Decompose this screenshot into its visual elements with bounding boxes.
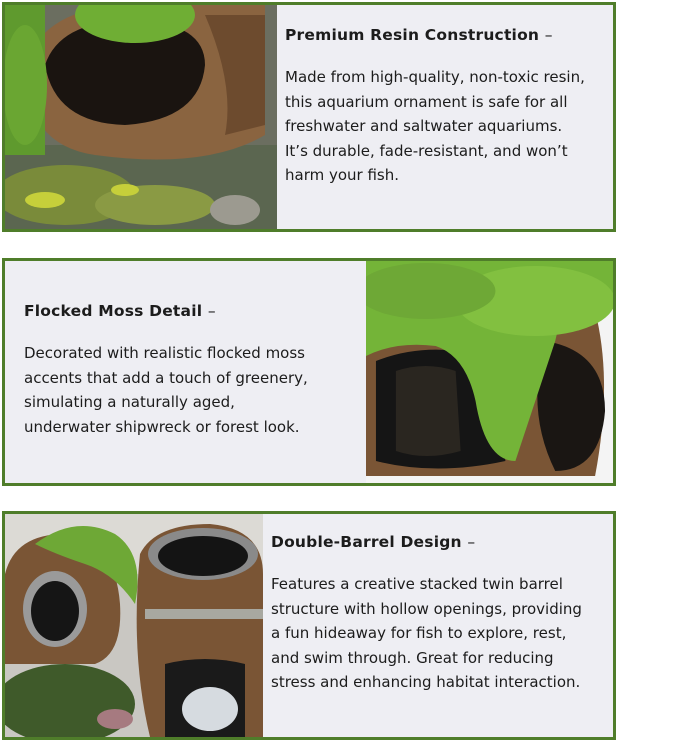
- feature-body: Made from high-quality, non-toxic resin, this aquarium ornament is safe for all freshwater and saltwater aquariums. It’s durable, fade-resistant, and won’t harm your fish.: [285, 68, 585, 184]
- feature-text: [271, 514, 607, 737]
- feature-body: Features a creative stacked twin barrel structure with hollow openings, providing a fun hideaway for fish to explore, rest, and swim through. Great for reducing stress and enhancing habitat interaction.: [271, 575, 582, 691]
- double-barrel-photo: [5, 514, 263, 737]
- feature-card-resin: [2, 2, 616, 232]
- mossy-barrel-photo: [366, 261, 613, 483]
- feature-card-double-barrel: [2, 511, 616, 740]
- feature-heading: Double-Barrel Design –: [271, 533, 476, 551]
- feature-card-moss: [2, 258, 616, 486]
- feature-text: [24, 261, 369, 483]
- feature-text: [285, 5, 607, 229]
- feature-body: Decorated with realistic flocked moss accents that add a touch of greenery, simulating a naturally aged, underwater shipwreck or forest look.: [24, 344, 308, 436]
- feature-heading: Flocked Moss Detail –: [24, 302, 216, 320]
- feature-heading: Premium Resin Construction –: [285, 26, 553, 44]
- barrel-with-moss-photo: [5, 5, 277, 229]
